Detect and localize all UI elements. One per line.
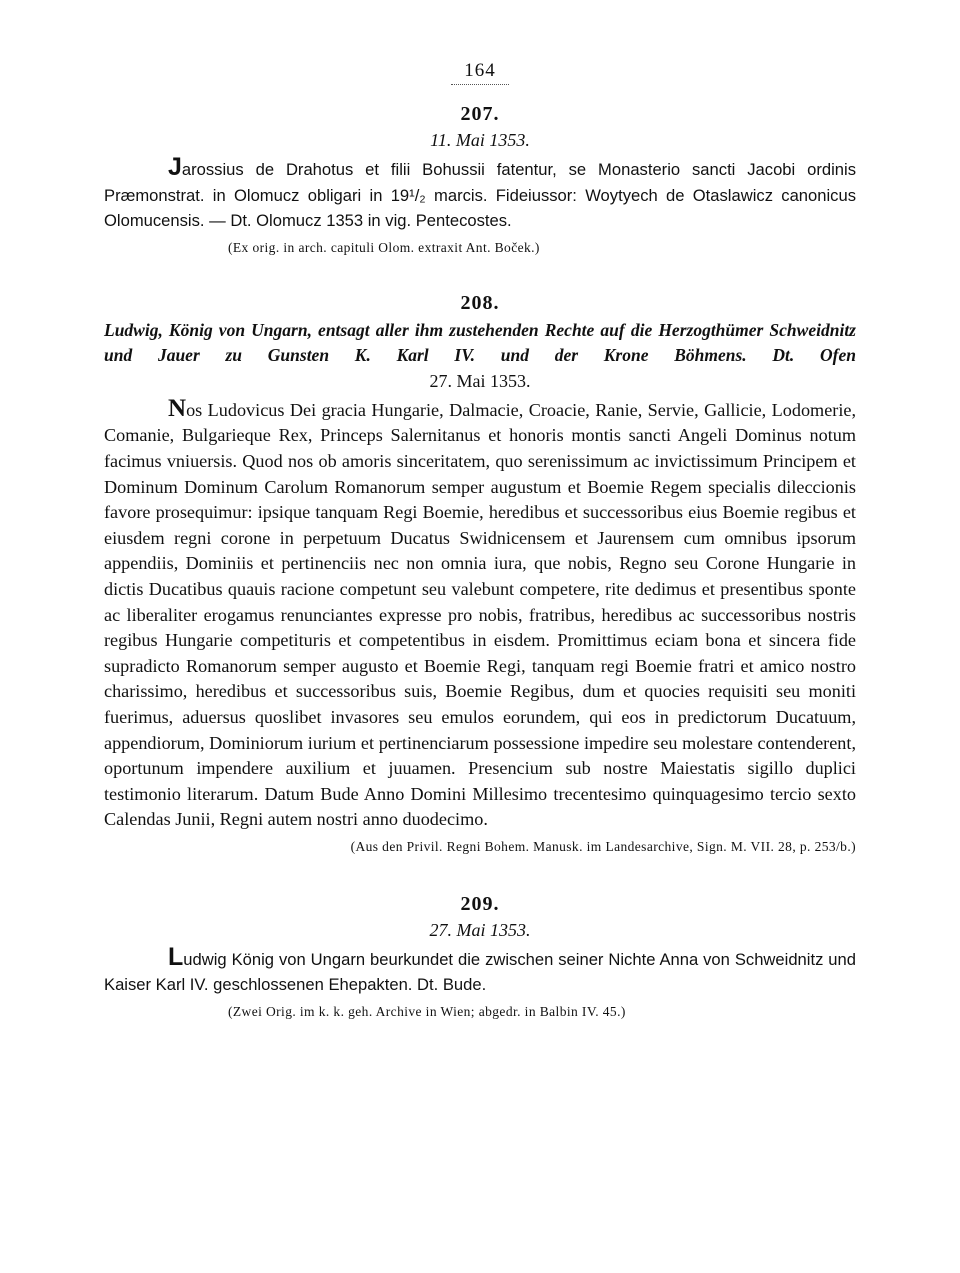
initial-letter: L	[168, 942, 184, 971]
document-page	[104, 60, 856, 1022]
entry-number: 207.	[460, 103, 500, 125]
initial-letter: N	[168, 394, 187, 422]
entry-date: 27. Mai 1353.	[429, 370, 531, 391]
entry-body: os Ludovicus Dei gracia Hungarie, Dalmacie, Croacie, Ranie, Servie, Gallicie, Lodomerie, Comanie, Bulgarieque Rex, Princeps Salernitanus et honoris montis sancti Angeli Dominus notum facimus vniuersis. Quod nos ob amoris sinceritatem, quo serenissimum ac invictissimum Principem et Dominum Dominum Carolum Romanorum semper augustum et Boemie Regem specialis dileccionis favore prosequimur: ipsique tanquam Regi Boemie, heredibus et successoribus eius Boemie regibus et eiusdem regni corone in perpetuum Ducatus Swidnicensem et Jaurensem cum omnibus ipsorum appendiis, Dominiis et pertinenciis nec non omnia iura, que nobis, Regno seu Corone Hungarie in dictis Ducatibus quauis racione competunt seu valebunt competere, rite dedimus et presentibus sponte ac liberaliter erogamus renunciantes expresse pro nobis, fratribus, heredibus ac successoribus nostris regibus Hungarie competituris et competentibus in eisdem. Promittimus eciam bona et sincera fide supradicto Romanorum semper augusto et Boemie Regi, tanquam regi Boemie fratri et amico nostro charissimo, heredibus et successoribus suis, Boemie Regibus, dum et quocies requisiti seu moniti fuerimus, aduersus quoslibet invasores seu emulos eorundem, qui eos in predictorum Ducatuum, appendiorum, Dominiorum iurium et pertinenciarum possessione impedire seu molestare contenderent, oportunum impendere auxilium et juuamen. Presencium sub nostre Maiestatis sigillo duplici testimonio literarum. Datum Bude Anno Domini Millesimo trecentesimo quinquagesimo tercio sexto Calendas Junii, Regni autem nostri anno duodecimo.	[104, 399, 856, 830]
entry-date: 27. Mai 1353.	[429, 919, 531, 940]
entry-number: 208.	[460, 291, 500, 314]
page-number: 164	[464, 60, 496, 81]
entry-source: (Ex orig. in arch. capituli Olom. extraxit Ant. Boček.)	[228, 239, 540, 255]
entry-text	[104, 153, 856, 234]
entry-date: 11. Mai 1353.	[430, 130, 530, 150]
entry-source: (Aus den Privil. Regni Bohem. Manusk. im Landesarchive, Sign. M. VII. 28, p. 253/b.)	[350, 838, 856, 854]
initial-letter: J	[168, 153, 182, 181]
entry-body: arossius de Drahotus et filii Bohussii fatentur, se Monasterio sancti Jacobi ordinis Præmonstrat. in Olomucz obligari in 19¹/₂ marcis. Fideiussor: Woytyech de Otaslawicz canonicus Olomucensis. — Dt. Olomucz 1353 in vig. Pentecostes.	[104, 160, 856, 231]
entry-source: (Zwei Orig. im k. k. geh. Archive in Wien; abgedr. in Balbin IV. 45.)	[228, 1004, 626, 1020]
entry-207	[104, 101, 856, 258]
entry-209	[104, 891, 856, 1022]
entry-208	[104, 290, 856, 857]
entry-text	[104, 942, 856, 998]
entry-number: 209.	[460, 892, 500, 915]
entry-summary: Ludwig, König von Ungarn, entsagt aller ihm zustehenden Rechte auf die Herzogthümer Schweidnitz und Jauer zu Gunsten K. Karl IV. und der Krone Böhmens. Dt. Ofen	[104, 319, 856, 365]
page-number-rule	[451, 84, 509, 85]
entry-body: udwig König von Ungarn beurkundet die zwischen seiner Nichte Anna von Schweidnitz und Kaiser Karl IV. geschlossenen Ehepakten. Dt. Bude.	[104, 949, 856, 995]
entry-text	[104, 394, 856, 833]
